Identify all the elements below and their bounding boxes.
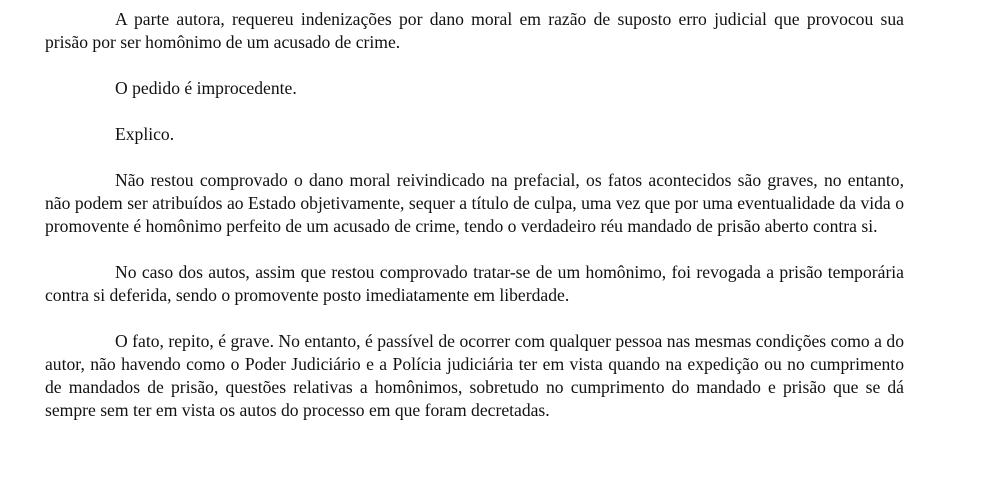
paragraph-ruling: O pedido é improcedente. bbox=[115, 78, 297, 98]
paragraph-case-facts: No caso dos autos, assim que restou comprovado tratar-se de um homônimo, foi revogada a prisão temporária contra si deferida, sendo o promovente posto imediatamente em liberdade. bbox=[45, 262, 904, 305]
document-page bbox=[45, 8, 904, 422]
paragraph-claim: A parte autora, requereu indenizações por dano moral em razão de suposto erro judicial que provocou sua prisão por ser homônimo de um acusado de crime. bbox=[45, 9, 904, 52]
paragraph-conclusion: O fato, repito, é grave. No entanto, é passível de ocorrer com qualquer pessoa nas mesmas condições como a do autor, não havendo como o Poder Judiciário e a Polícia judiciária ter em vista quando na expedição ou no cumprimento de mandados de prisão, questões relativas a homônimos, sobretudo no cumprimento do mandado e prisão que se dá sempre sem ter em vista os autos do processo em que foram decretadas. bbox=[45, 331, 904, 420]
paragraph-explico: Explico. bbox=[115, 124, 175, 144]
paragraph-reasoning: Não restou comprovado o dano moral reivindicado na prefacial, os fatos acontecidos são graves, no entanto, não podem ser atribuídos ao Estado objetivamente, sequer a título de culpa, uma vez que por uma eventualidade da vida o promovente é homônimo perfeito de um acusado de crime, tendo o verdadeiro réu mandado de prisão aberto contra si. bbox=[45, 170, 904, 236]
